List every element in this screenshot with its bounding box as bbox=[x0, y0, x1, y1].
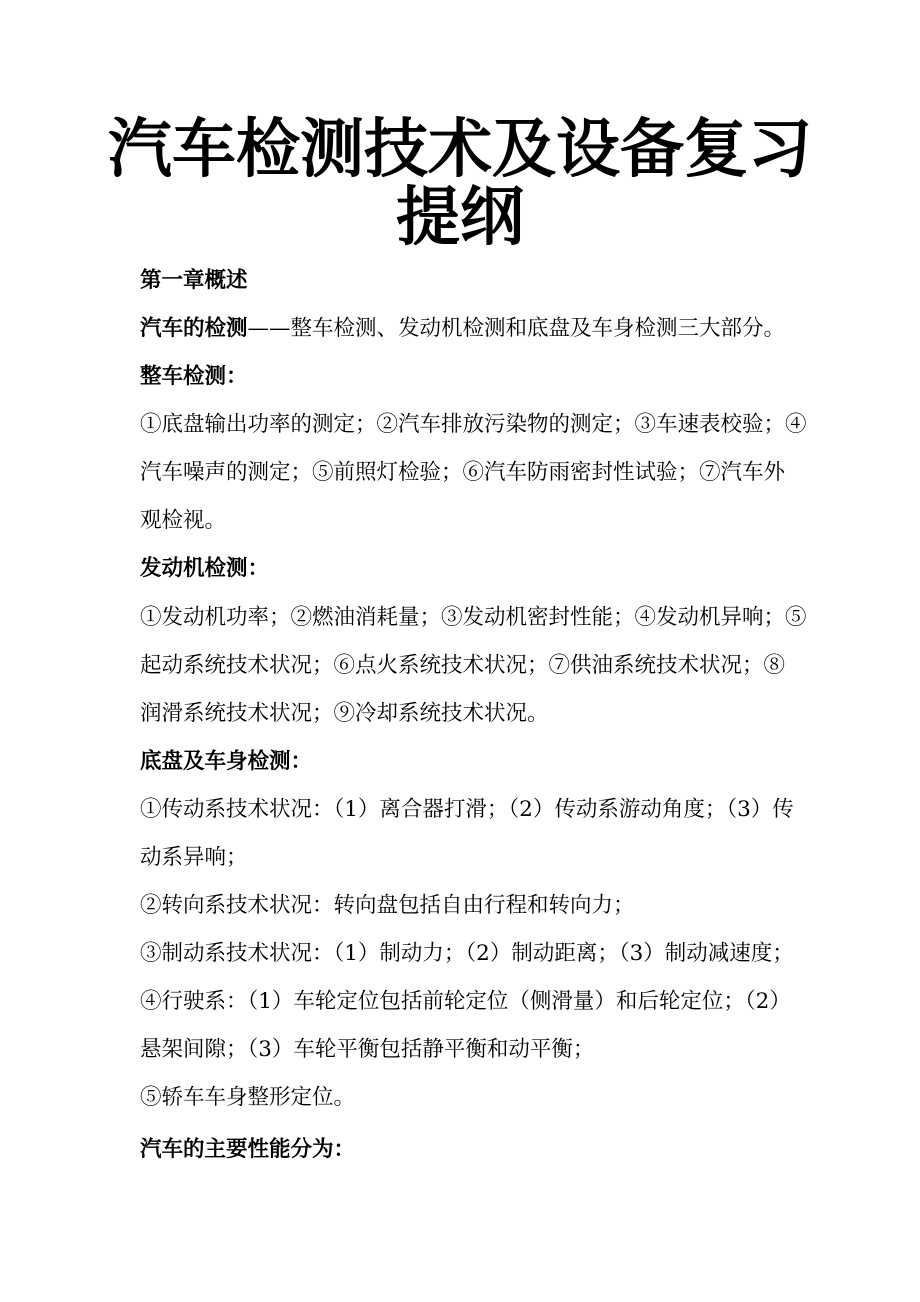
engine-line: 润滑系统技术状况；⑨冷却系统技术状况。 bbox=[140, 701, 549, 726]
chassis-line: 悬架间隙；（3）车轮平衡包括静平衡和动平衡； bbox=[140, 1037, 595, 1062]
vehicle-line: 观检视。 bbox=[140, 508, 227, 533]
performance-heading: 汽车的主要性能分为： bbox=[140, 1137, 356, 1162]
chapter-heading: 第一章概述 bbox=[140, 268, 248, 293]
engine-heading: 发动机检测： bbox=[140, 556, 270, 581]
chassis-line: ⑤轿车车身整形定位。 bbox=[140, 1085, 356, 1110]
chassis-line: ④行驶系：（1）车轮定位包括前轮定位（侧滑量）和后轮定位；（2） bbox=[140, 989, 791, 1014]
chassis-line: ①传动系技术状况：（1）离合器打滑；（2）传动系游动角度；（3）传 bbox=[140, 797, 794, 822]
chassis-line: ③制动系技术状况：（1）制动力；（2）制动距离；（3）制动减速度； bbox=[140, 941, 794, 966]
vehicle-line: 汽车噪声的测定；⑤前照灯检验；⑥汽车防雨密封性试验；⑦汽车外 bbox=[140, 460, 786, 485]
vehicle-heading: 整车检测： bbox=[140, 364, 248, 389]
engine-line: 起动系统技术状况；⑥点火系统技术状况；⑦供油系统技术状况；⑧ bbox=[140, 653, 786, 678]
intro-text: ——整车检测、发动机检测和底盘及车身检测三大部分。 bbox=[247, 316, 786, 341]
document-title-line-1: 汽车检测技术及设备复习 bbox=[108, 113, 812, 187]
chassis-heading: 底盘及车身检测： bbox=[140, 749, 313, 774]
engine-line: ①发动机功率；②燃油消耗量；③发动机密封性能；④发动机异响；⑤ bbox=[140, 605, 807, 630]
intro-paragraph bbox=[140, 314, 785, 344]
chassis-line: ②转向系技术状况：转向盘包括自由行程和转向力； bbox=[140, 893, 635, 918]
document-title-line-2: 提纲 bbox=[396, 181, 524, 255]
chassis-line: 动系异响； bbox=[140, 845, 248, 870]
intro-term: 汽车的检测 bbox=[140, 316, 248, 341]
vehicle-line: ①底盘输出功率的测定；②汽车排放污染物的测定；③车速表校验；④ bbox=[140, 412, 807, 437]
